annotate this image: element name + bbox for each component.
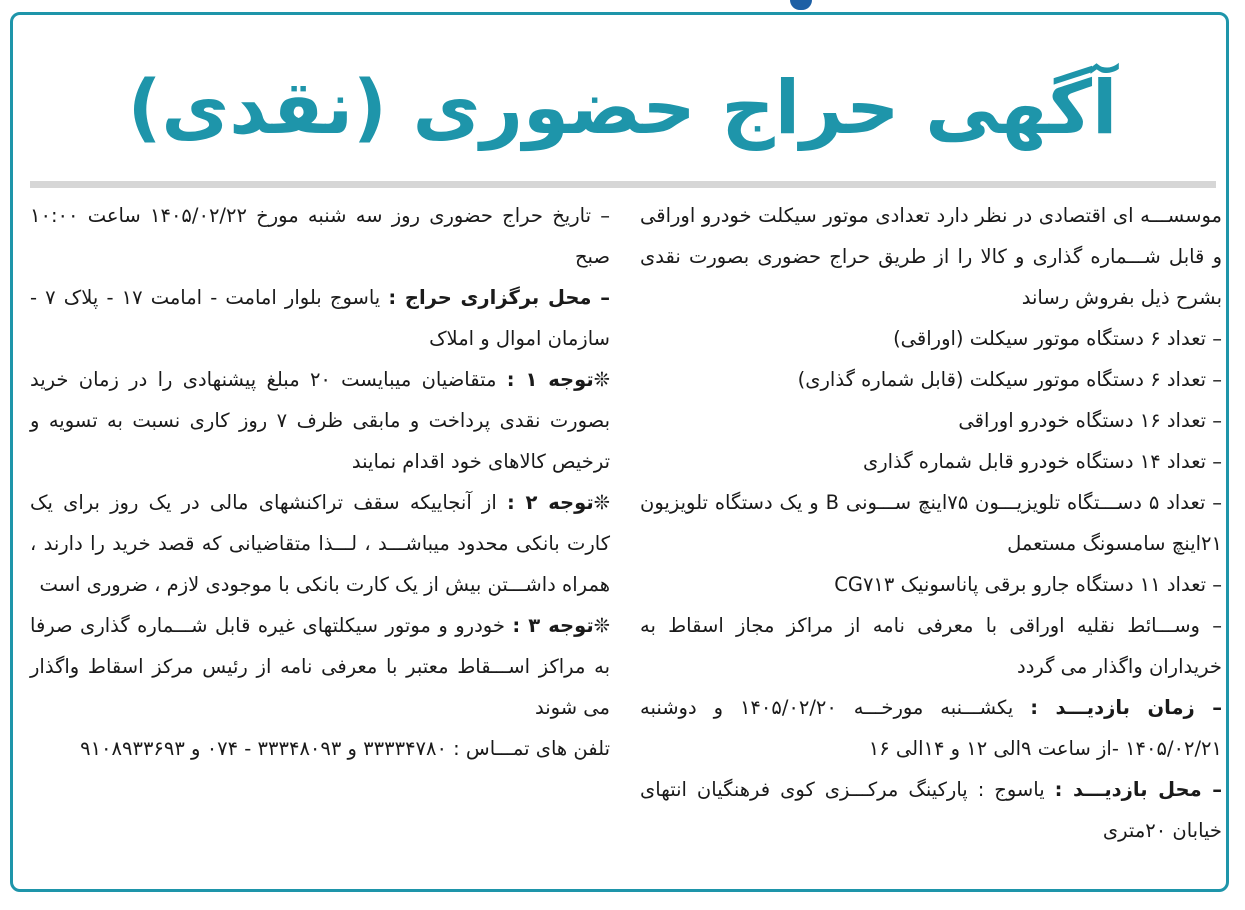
item-line: – تعداد ۱۴ دستگاه خودرو قابل شماره گذاری — [862, 450, 1222, 473]
visit-time-label: – زمان بازدیـــد : — [1030, 696, 1223, 719]
visit-time — [640, 687, 1222, 769]
title-divider — [30, 181, 1216, 188]
note-2-label: ❊توجه ۲ : — [506, 491, 610, 514]
contact-phones: تلفن های تمـــاس : ۳۳۳۳۴۷۸۰ و ۳۳۳۴۸۰۹۳ - ۰۷۴ و ۹۱۰۸۹۳۳۶۹۳ — [80, 737, 610, 760]
note-2-text: از آنجاییکه سقف تراکنشهای مالی در یک روز برای یک کارت بانکی محدود میباشـــد ، لـــذا متقاضیانی که قصد خرید را دارند ، همراه داشـــتن بیش از یک کارت بانکی با موجودی لازم ، ضروری است — [30, 491, 610, 596]
note-3 — [30, 605, 610, 728]
visit-place-label: – محل بازدیـــد : — [1054, 778, 1222, 801]
ad-title: آگهی حراج حضوری (نقدی) — [127, 65, 1118, 151]
auction-place-text: یاسوج بلوار امامت - امامت ۱۷ - پلاک ۷ - سازمان اموال و املاک — [30, 286, 610, 350]
intro-paragraph: موسســـه ای اقتصادی در نظر دارد تعدادی موتور سیکلت خودرو اوراقی و قابل شـــماره گذاری و کالا را از طریق حراج حضوری بصورت نقدی بشرح ذیل بفروش رساند — [640, 204, 1222, 309]
auction-place — [30, 277, 610, 359]
item-line: – وســـائط نقلیه اوراقی با معرفی نامه از مراکز مجاز اسقاط به خریداران واگذار می گردد — [640, 614, 1222, 678]
item-line: – تعداد ۱۱ دستگاه جارو برقی پاناسونیک CG۷۱۳ — [834, 573, 1222, 596]
visit-place — [640, 769, 1222, 851]
note-1 — [30, 359, 610, 482]
note-1-text: متقاضیان میبایست ۲۰ مبلغ پیشنهادی را در زمان خرید بصورت نقدی پرداخت و مابقی ظرف ۷ روز کاری نسبت به تسویه و ترخیص کالاهای خود اقدام نمایند — [30, 368, 611, 473]
note-3-text: خودرو و موتور سیکلتهای غیره قابل شـــماره گذاری صرفا به مراکز اســـقاط معتبر با معرفی نامه از رئیس مرکز اسقاط واگذار می شوند — [30, 614, 610, 719]
auction-date: – تاریخ حراج حضوری روز سه شنبه مورخ ۱۴۰۵/۰۲/۲۲ ساعت ۱۰:۰۰ صبح — [30, 204, 610, 268]
item-line: – تعداد ۶ دستگاه موتور سیکلت (اوراقی) — [893, 327, 1222, 350]
left-column — [30, 195, 610, 769]
item-line: – تعداد ۶ دستگاه موتور سیکلت (قابل شماره گذاری) — [797, 368, 1222, 391]
note-1-label: ❊توجه ۱ : — [506, 368, 610, 391]
note-3-label: ❊توجه ۳ : — [512, 614, 610, 637]
item-line: – تعداد ۵ دســـتگاه تلویزیـــون ۷۵اینچ ســـونی B و یک دستگاه تلویزیون ۲۱اینچ سامسونگ مستعمل — [640, 491, 1222, 555]
header-tab-marker — [790, 0, 812, 10]
visit-place-text: یاسوج : پارکینگ مرکـــزی کوی فرهنگیان انتهای خیابان ۲۰متری — [640, 778, 1222, 842]
note-2 — [30, 482, 610, 605]
item-line: – تعداد ۱۶ دستگاه خودرو اوراقی — [958, 409, 1222, 432]
right-column — [640, 195, 1222, 851]
auction-place-label: – محل برگزاری حراج : — [388, 286, 610, 309]
visit-time-text: یکشـــنبه مورخـــه ۱۴۰۵/۰۲/۲۰ و دوشنبه ۱۴۰۵/۰۲/۲۱ -از ساعت ۹الی ۱۲ و ۱۴الی ۱۶ — [640, 696, 1222, 760]
